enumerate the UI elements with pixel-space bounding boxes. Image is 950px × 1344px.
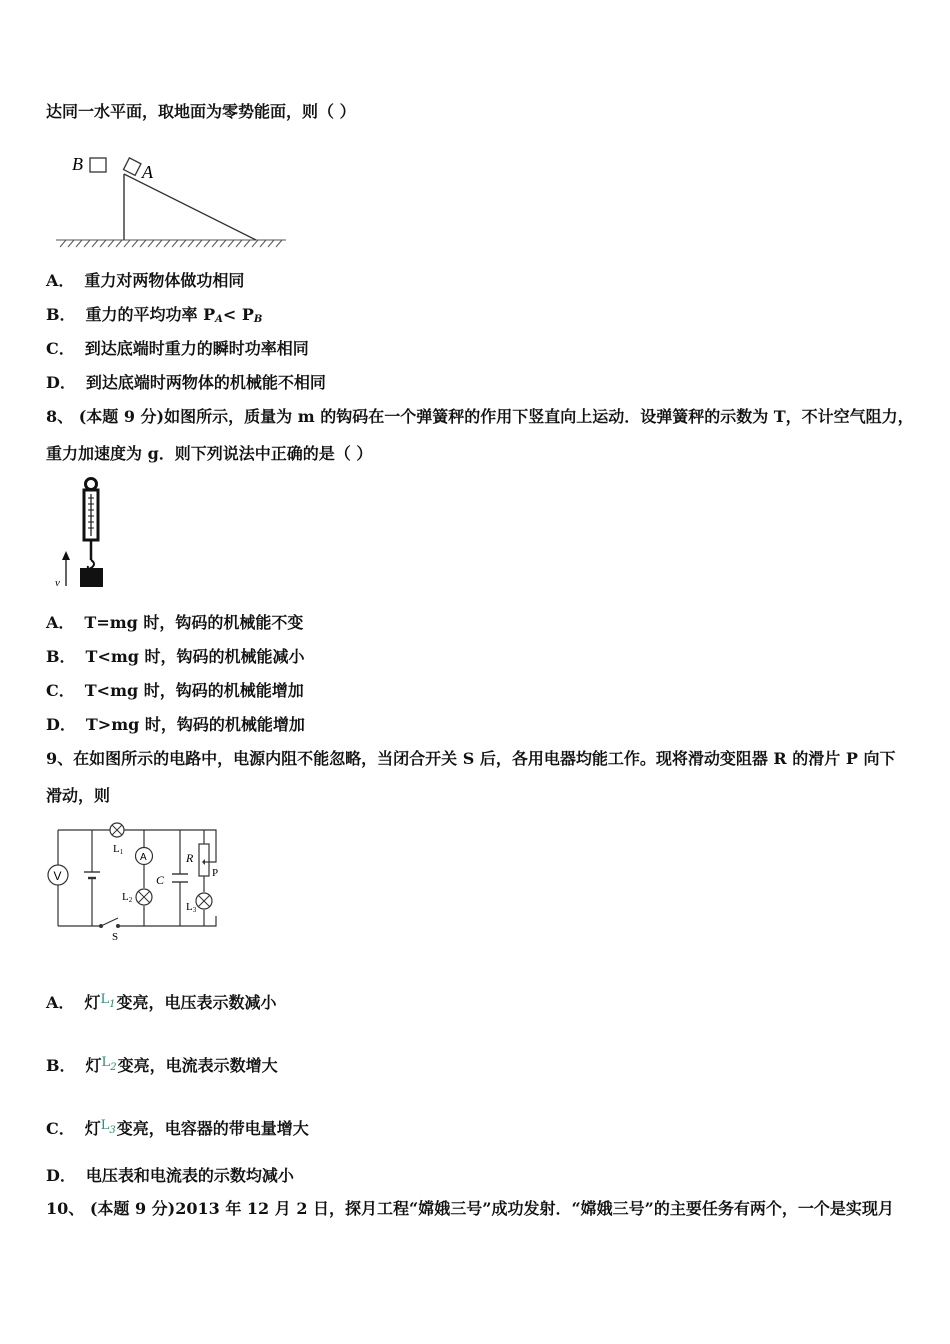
q8-stem-line1: 8、 (本题 9 分)如图所示，质量为 m 的钩码在一个弹簧秤的作用下竖直向上运动．设弹簧秤的示数为 T，不计空气阻力，	[46, 407, 914, 426]
q9-option-a: A． 灯$^L$1变亮，电压表示数减小	[46, 992, 277, 1012]
block-a	[123, 158, 140, 175]
label-l3: L3	[186, 901, 197, 914]
q9-option-c: C． 灯$^L$3变亮，电容器的带电量增大	[46, 1118, 309, 1138]
q8-spring-scale-figure	[50, 476, 120, 592]
label-ammeter: A	[140, 852, 147, 863]
q8-option-b: B． T<mg 时，钩码的机械能减小	[46, 647, 305, 666]
q7-incline-figure	[56, 148, 292, 254]
q8-option-d: D． T>mg 时，钩码的机械能增加	[46, 715, 305, 734]
hook-weight	[80, 568, 103, 587]
q9-option-d: D． 电压表和电流表的示数均减小	[46, 1166, 294, 1185]
q7-option-c: C． 到达底端时重力的瞬时功率相同	[46, 339, 309, 358]
lamp-l3	[196, 893, 212, 909]
q9-option-b: B． 灯$^L$2变亮，电流表示数增大	[46, 1055, 278, 1075]
label-slider-p: P	[212, 867, 219, 879]
scale-hook	[88, 560, 94, 569]
q8-stem-line2: 重力加速度为 g．则下列说法中正确的是（ ）	[46, 444, 373, 463]
q9-stem-line1: 9、在如图所示的电路中，电源内阻不能忽略，当闭合开关 S 后，各用电器均能工作。现将滑动变阻器 R 的滑片 P 向下	[46, 749, 896, 768]
label-capacitor: C	[156, 873, 165, 887]
lamp-l1	[110, 823, 124, 837]
q7-option-a: A． 重力对两物体做功相同	[46, 271, 245, 290]
q9-stem-line2: 滑动，则	[46, 786, 111, 805]
incline-slope	[124, 174, 256, 240]
label-l2: L2	[122, 891, 133, 904]
q10-stem-line1: 10、 (本题 9 分)2013 年 12 月 2 日，探月工程“嫦娥三号”成功发射．“嫦娥三号”的主要任务有两个，一个是实现月	[46, 1199, 894, 1218]
switch-s	[99, 918, 120, 928]
label-b: B	[72, 154, 83, 174]
label-voltmeter: V	[53, 869, 62, 883]
q8-option-a: A． T=mg 时，钩码的机械能不变	[46, 613, 304, 632]
label-v: v	[55, 577, 60, 589]
label-switch: S	[112, 931, 119, 942]
q7-option-b: B． 重力的平均功率 $P_A< P_B$	[46, 305, 263, 325]
label-l1: L1	[113, 843, 124, 856]
scale-ring	[86, 479, 97, 490]
label-a: A	[142, 162, 153, 182]
q7-stem-tail: 达同一水平面，取地面为零势能面，则（ ）	[46, 102, 356, 121]
label-rheostat: R	[186, 851, 194, 865]
q8-option-c: C． T<mg 时，钩码的机械能增加	[46, 681, 304, 700]
q9-circuit-diagram	[44, 820, 230, 942]
ground-hatching	[56, 240, 286, 247]
block-b	[90, 158, 106, 172]
q7-option-d: D． 到达底端时两物体的机械能不相同	[46, 373, 326, 392]
lamp-l2	[136, 889, 152, 905]
